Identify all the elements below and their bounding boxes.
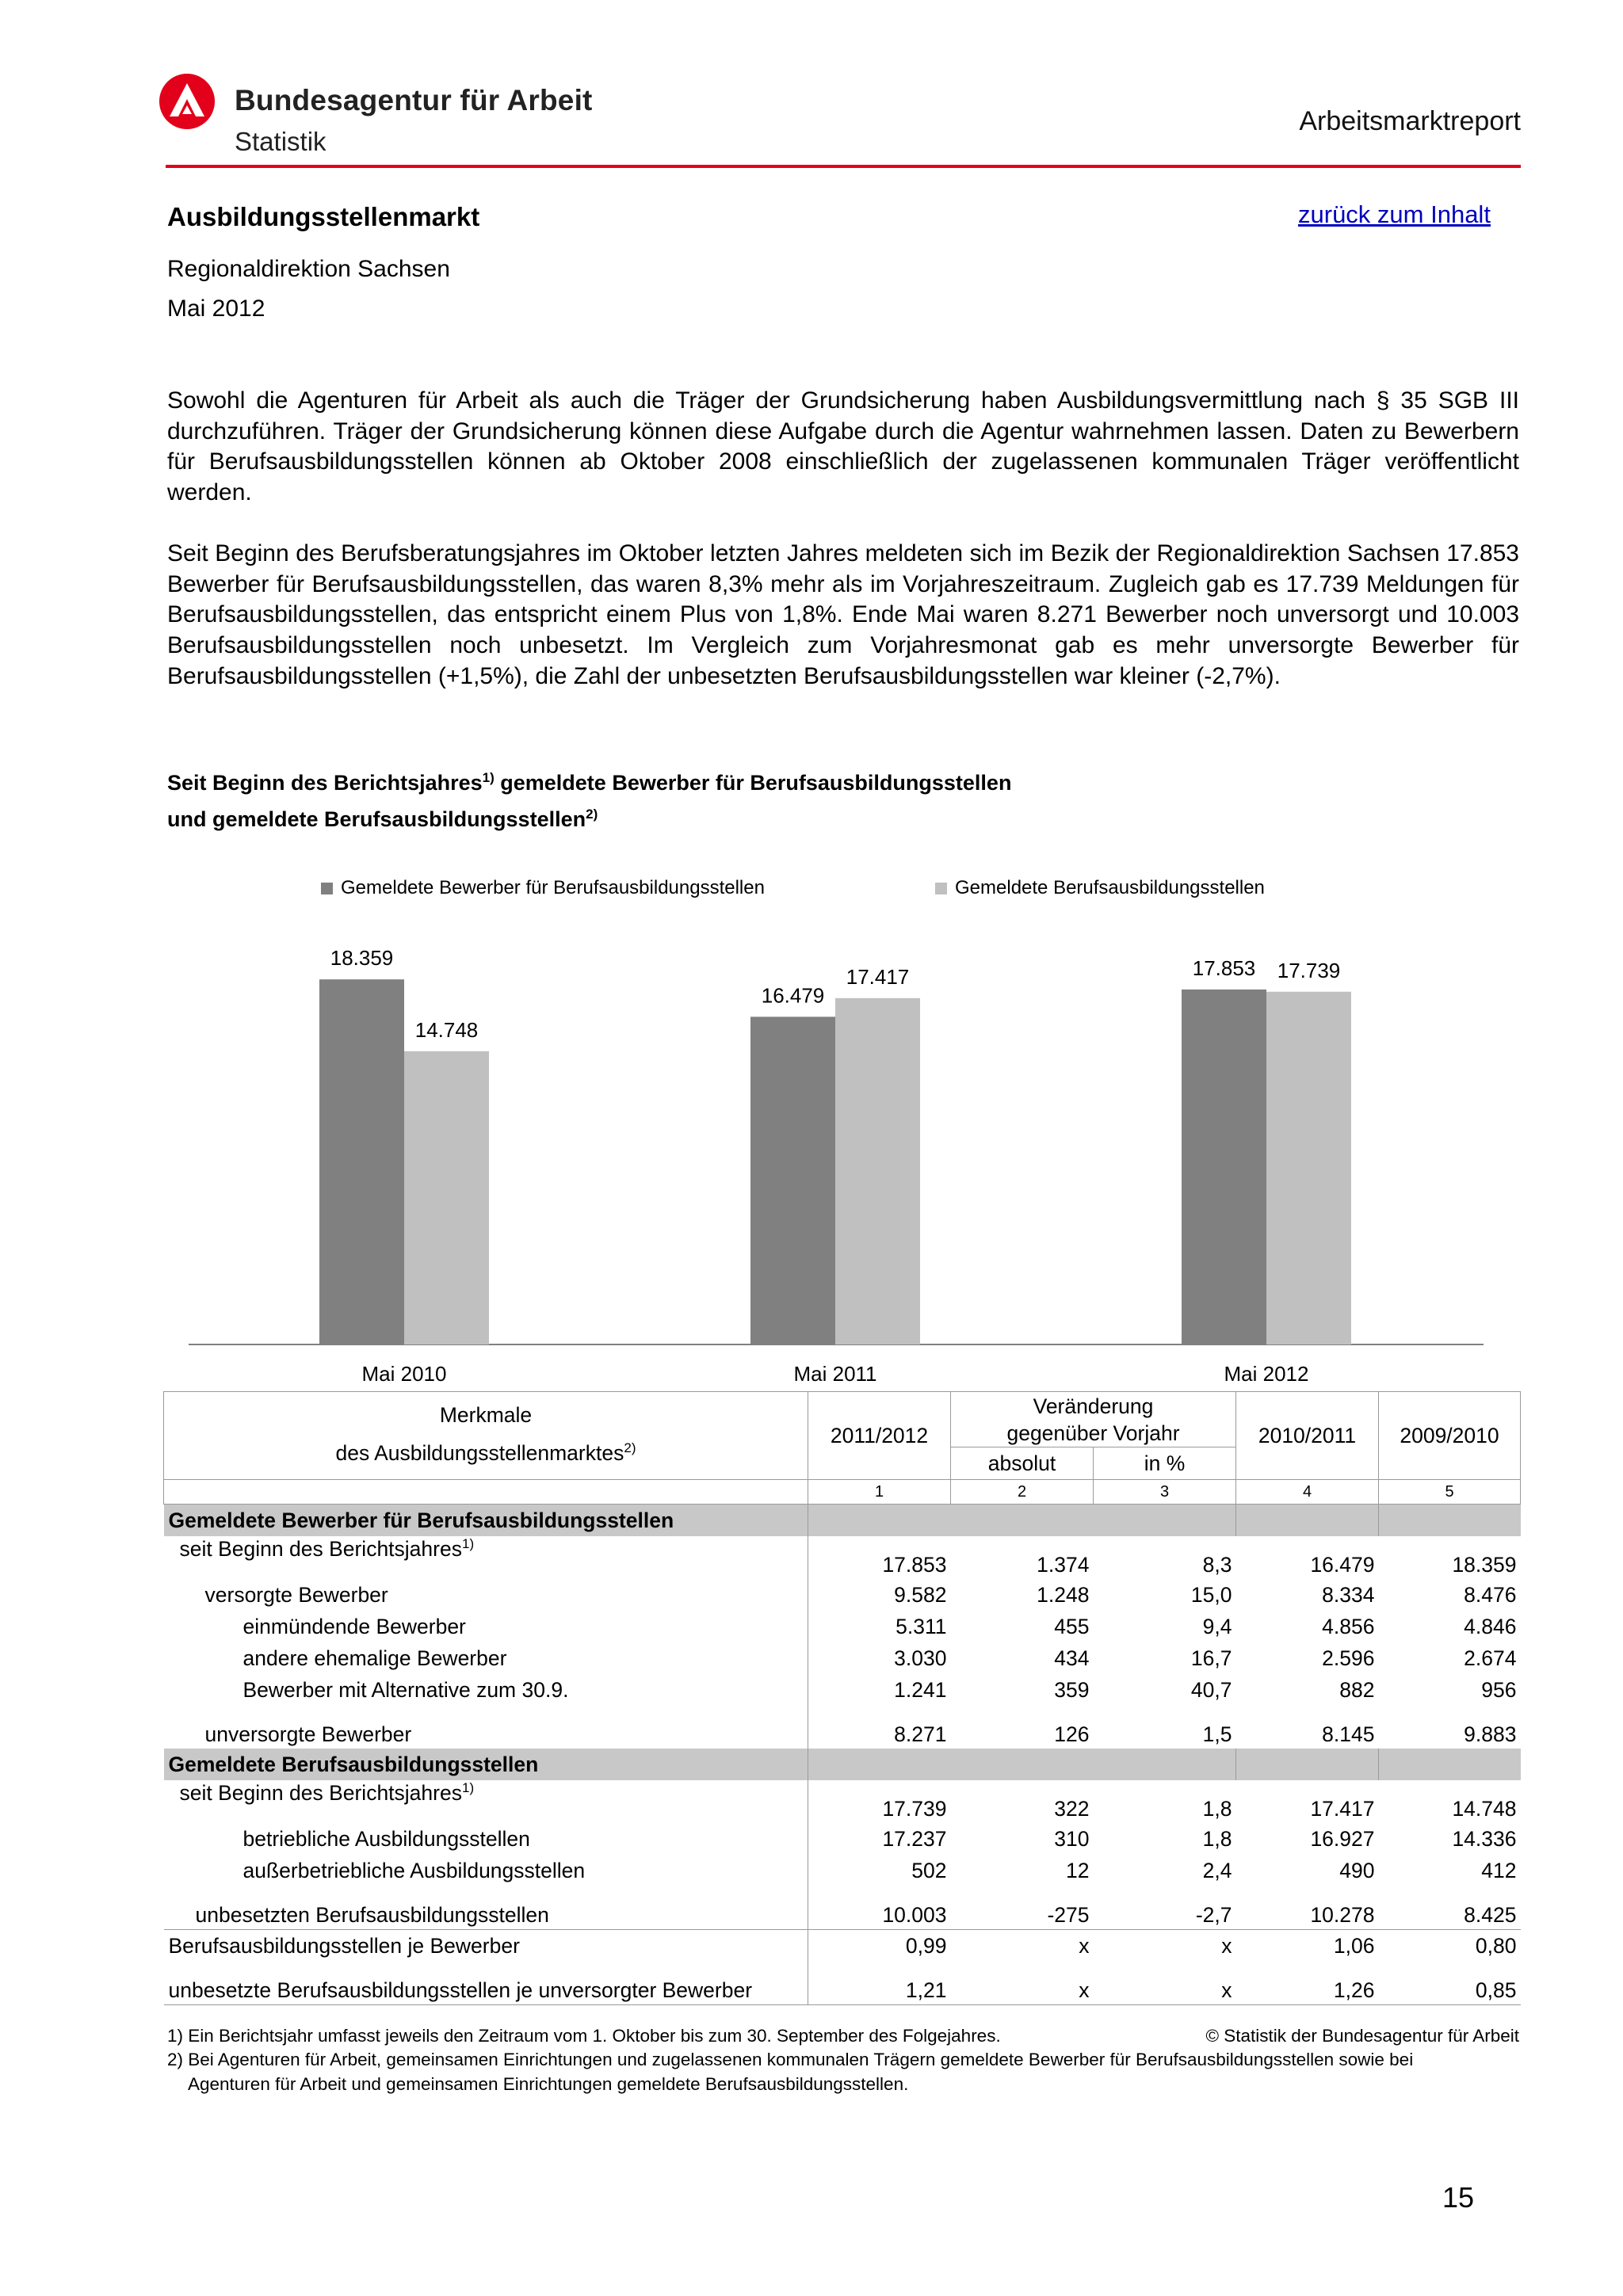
cell: 2.674	[1464, 1646, 1517, 1670]
cell: 1,26	[1333, 1978, 1375, 2002]
cell: 40,7	[1190, 1677, 1232, 1702]
bar	[319, 979, 404, 1344]
cell: -2,7	[1195, 1903, 1232, 1927]
table-row	[164, 1855, 1521, 1886]
x-tick-label: Mai 2012	[1224, 1362, 1309, 1386]
header-absolut: absolut	[951, 1447, 1094, 1480]
cell: 1,21	[905, 1978, 947, 2002]
cell: 17.853	[882, 1553, 947, 1577]
cell: 16.479	[1310, 1553, 1375, 1577]
cell: 882	[1339, 1677, 1375, 1702]
cell: 310	[1054, 1826, 1090, 1851]
cell: 8.476	[1464, 1582, 1517, 1607]
footnote-2-line2: Agenturen für Arbeit und gemeinsamen Einrichtungen gemeldete Berufsausbildungsstellen.	[188, 2074, 909, 2094]
cell: 1,8	[1202, 1797, 1232, 1821]
cell: 8.425	[1464, 1903, 1517, 1927]
row-label: versorgte Bewerber	[164, 1579, 808, 1611]
row-label: unversorgte Bewerber	[164, 1706, 808, 1749]
cell: 490	[1339, 1858, 1375, 1882]
cell: x	[1079, 1978, 1090, 2002]
summary-paragraph: Seit Beginn des Berufsberatungsjahres im Oktober letzten Jahres meldeten sich im Bezik der Regionaldirektion Sachsen 17.853 Bewerber für Berufsausbildungsstellen, das waren 8,3% mehr als im Vorjahreszeitraum. Zugleich gab es 17.739 Meldungen für Berufsausbildungsstellen, das entspricht einem Plus von 1,8%. Ende Mai waren 8.271 Bewerber noch unversorgt und 10.003 Berufsausbildungsstellen noch unbesetzt. Im Vergleich zum Vorjahresmonat gab es mehr unversorgte Bewerber für Berufsausbildungsstellen (+1,5%), die Zahl der unbesetzten Berufsausbildungsstellen war kleiner (-2,7%).	[167, 540, 1519, 689]
chart-title-part: und gemeldete Berufsausbildungsstellen	[167, 807, 586, 831]
cell: 0,85	[1475, 1978, 1517, 2002]
bar-value-label: 16.479	[761, 983, 825, 1008]
colnum: 1	[808, 1480, 951, 1505]
footnote-ref: 1)	[482, 770, 495, 785]
header-change	[951, 1392, 1236, 1447]
bar	[835, 998, 920, 1344]
row-label: seit Beginn des Berichtsjahres	[179, 1536, 462, 1561]
cell: 15,0	[1190, 1582, 1232, 1607]
cell: 2.596	[1322, 1646, 1375, 1670]
bar-value-label: 14.748	[414, 1017, 479, 1042]
report-title: Arbeitsmarktreport	[1299, 106, 1521, 136]
table-row	[164, 1823, 1521, 1855]
cell: 2,4	[1202, 1858, 1232, 1882]
cell: 455	[1054, 1614, 1090, 1638]
cell: 10.278	[1310, 1903, 1375, 1927]
table-row	[164, 1962, 1521, 2005]
header-divider	[166, 165, 1521, 168]
table-row	[164, 1642, 1521, 1674]
bar-value-label: 18.359	[330, 946, 394, 971]
cell: 126	[1054, 1722, 1090, 1746]
cell: 17.739	[882, 1797, 947, 1821]
cell: 17.237	[882, 1826, 947, 1851]
page-title: Ausbildungsstellenmarkt	[167, 202, 480, 231]
page-number: 15	[1442, 2181, 1475, 2214]
bar	[404, 1051, 489, 1344]
cell: -275	[1047, 1903, 1090, 1927]
table-row	[164, 1611, 1521, 1642]
colnum: 2	[951, 1480, 1094, 1505]
cell: x	[951, 1930, 1094, 1962]
footnote-ref: 1)	[461, 1780, 475, 1795]
header-2010-2011: 2010/2011	[1236, 1392, 1379, 1480]
cell: 14.748	[1452, 1797, 1517, 1821]
cell: 502	[911, 1858, 947, 1882]
footnote-1: 1) Ein Berichtsjahr umfasst jeweils den Zeitraum vom 1. Oktober bis zum 30. September des Folgejahres.	[167, 2026, 1001, 2046]
bar-value-label: 17.417	[846, 964, 910, 989]
bar-value-label: 17.853	[1192, 955, 1256, 980]
chart-title	[167, 762, 1011, 835]
row-label: Bewerber mit Alternative zum 30.9.	[164, 1674, 808, 1706]
cell: 8.145	[1322, 1722, 1375, 1746]
month-label: Mai 2012	[167, 296, 265, 322]
cell: 12	[1066, 1858, 1090, 1882]
cell: 412	[1481, 1858, 1517, 1882]
bar	[1266, 992, 1351, 1344]
cell: 1.248	[1037, 1582, 1090, 1607]
chart-title-part: gemeldete Bewerber für Berufsausbildungsstellen	[494, 771, 1012, 795]
table-row	[164, 1706, 1521, 1749]
cell: 0,80	[1379, 1930, 1521, 1962]
cell: 322	[1054, 1797, 1090, 1821]
row-label: andere ehemalige Bewerber	[164, 1642, 808, 1674]
table-row	[164, 1930, 1521, 1962]
intro-paragraph: Sowohl die Agenturen für Arbeit als auch die Träger der Grundsicherung haben Ausbildungsvermittlung nach § 35 SGB III durchzuführen. Träger der Grundsicherung können diese Aufgabe durch die Agentur wahrnehmen lassen. Daten zu Bewerbern für Berufsausbildungsstellen können ab Oktober 2008 einschließlich der zugelassenen kommunalen Träger veröffentlicht werden.	[167, 387, 1519, 506]
cell: 1.374	[1037, 1553, 1090, 1577]
org-subtitle: Statistik	[235, 127, 327, 156]
cell: 16,7	[1190, 1646, 1232, 1670]
cell: 4.846	[1464, 1614, 1517, 1638]
header-2009-2010: 2009/2010	[1379, 1392, 1521, 1480]
cell: x	[1094, 1930, 1236, 1962]
cell: 956	[1481, 1677, 1517, 1702]
cell: 18.359	[1452, 1553, 1517, 1577]
cell: 3.030	[894, 1646, 947, 1670]
region-label: Regionaldirektion Sachsen	[167, 256, 450, 282]
table-row	[164, 1780, 1521, 1823]
row-label: außerbetriebliche Ausbildungsstellen	[164, 1855, 808, 1886]
row-label: unbesetzte Berufsausbildungsstellen je unversorgter Bewerber	[164, 1962, 808, 2005]
header-2011-2012: 2011/2012	[808, 1392, 951, 1480]
row-label: Berufsausbildungsstellen je Bewerber	[164, 1930, 808, 1962]
bar	[750, 1016, 835, 1344]
cell: 9.883	[1464, 1722, 1517, 1746]
chart-title-part: Seit Beginn des Berichtsjahres	[167, 771, 483, 795]
ba-logo-icon	[158, 73, 216, 130]
table-row	[164, 1674, 1521, 1706]
cell: 359	[1054, 1677, 1090, 1702]
header-merkmale-line2: des Ausbildungsstellenmarktes	[335, 1441, 624, 1465]
cell: 16.927	[1310, 1826, 1375, 1851]
cell: 14.336	[1452, 1826, 1517, 1851]
back-to-contents-link[interactable]: zurück zum Inhalt	[1298, 200, 1491, 228]
legend-swatch	[935, 883, 947, 894]
colnum: 4	[1236, 1480, 1379, 1505]
legend-label: Gemeldete Bewerber für Berufsausbildungsstellen	[341, 877, 765, 898]
cell: 17.417	[1310, 1797, 1375, 1821]
colnum-blank	[164, 1480, 808, 1505]
cell: 1,06	[1236, 1930, 1379, 1962]
footnote-2-line1: 2) Bei Agenturen für Arbeit, gemeinsamen Einrichtungen und zugelassenen kommunalen Trägern gemeldete Bewerber für Berufsausbildungsstellen sowie bei	[167, 2050, 1414, 2069]
legend-swatch	[321, 883, 333, 894]
cell: 4.856	[1322, 1614, 1375, 1638]
cell: 9,4	[1202, 1614, 1232, 1638]
table-row	[164, 1886, 1521, 1930]
colnum: 3	[1094, 1480, 1236, 1505]
cell: 1,5	[1202, 1722, 1232, 1746]
table-row	[164, 1579, 1521, 1611]
header-percent: in %	[1094, 1447, 1236, 1480]
cell: x	[1221, 1978, 1232, 2002]
cell: 434	[1054, 1646, 1090, 1670]
section-header-stellen: Gemeldete Berufsausbildungsstellen	[164, 1749, 808, 1780]
cell: 1,8	[1202, 1826, 1232, 1851]
row-label: betriebliche Ausbildungsstellen	[164, 1823, 808, 1855]
cell: 8,3	[1202, 1553, 1232, 1577]
bar-value-label: 17.739	[1277, 958, 1341, 982]
org-name: Bundesagentur für Arbeit	[235, 84, 593, 116]
header-change-line1: Veränderung	[1033, 1394, 1154, 1418]
cell: 9.582	[894, 1582, 947, 1607]
cell: 1.241	[894, 1677, 947, 1702]
footnote-ref: 1)	[461, 1536, 475, 1551]
copyright-note: © Statistik der Bundesagentur für Arbeit	[1205, 2026, 1519, 2046]
data-table	[163, 1391, 1521, 2005]
header-merkmale	[164, 1392, 808, 1480]
section-header-bewerber: Gemeldete Bewerber für Berufsausbildungsstellen	[164, 1505, 808, 1537]
cell: 10.003	[882, 1903, 947, 1927]
header-merkmale-line1: Merkmale	[439, 1403, 533, 1428]
row-label: unbesetzten Berufsausbildungsstellen	[164, 1886, 808, 1930]
row-label: einmündende Bewerber	[164, 1611, 808, 1642]
footnote-ref: 2)	[586, 807, 598, 822]
legend-label: Gemeldete Berufsausbildungsstellen	[955, 877, 1265, 898]
bar	[1182, 990, 1266, 1344]
header-change-line2: gegenüber Vorjahr	[1006, 1421, 1180, 1445]
bar-chart	[0, 856, 1623, 1394]
row-label: seit Beginn des Berichtsjahres	[179, 1780, 462, 1805]
footnote-ref: 2)	[624, 1440, 636, 1456]
colnum: 5	[1379, 1480, 1521, 1505]
footnote-2	[167, 2047, 1514, 2096]
cell: 0,99	[808, 1930, 951, 1962]
cell: 8.271	[894, 1722, 947, 1746]
x-tick-label: Mai 2010	[361, 1362, 447, 1386]
cell: 8.334	[1322, 1582, 1375, 1607]
table-row	[164, 1536, 1521, 1579]
x-tick-label: Mai 2011	[793, 1362, 877, 1386]
cell: 5.311	[896, 1614, 947, 1638]
